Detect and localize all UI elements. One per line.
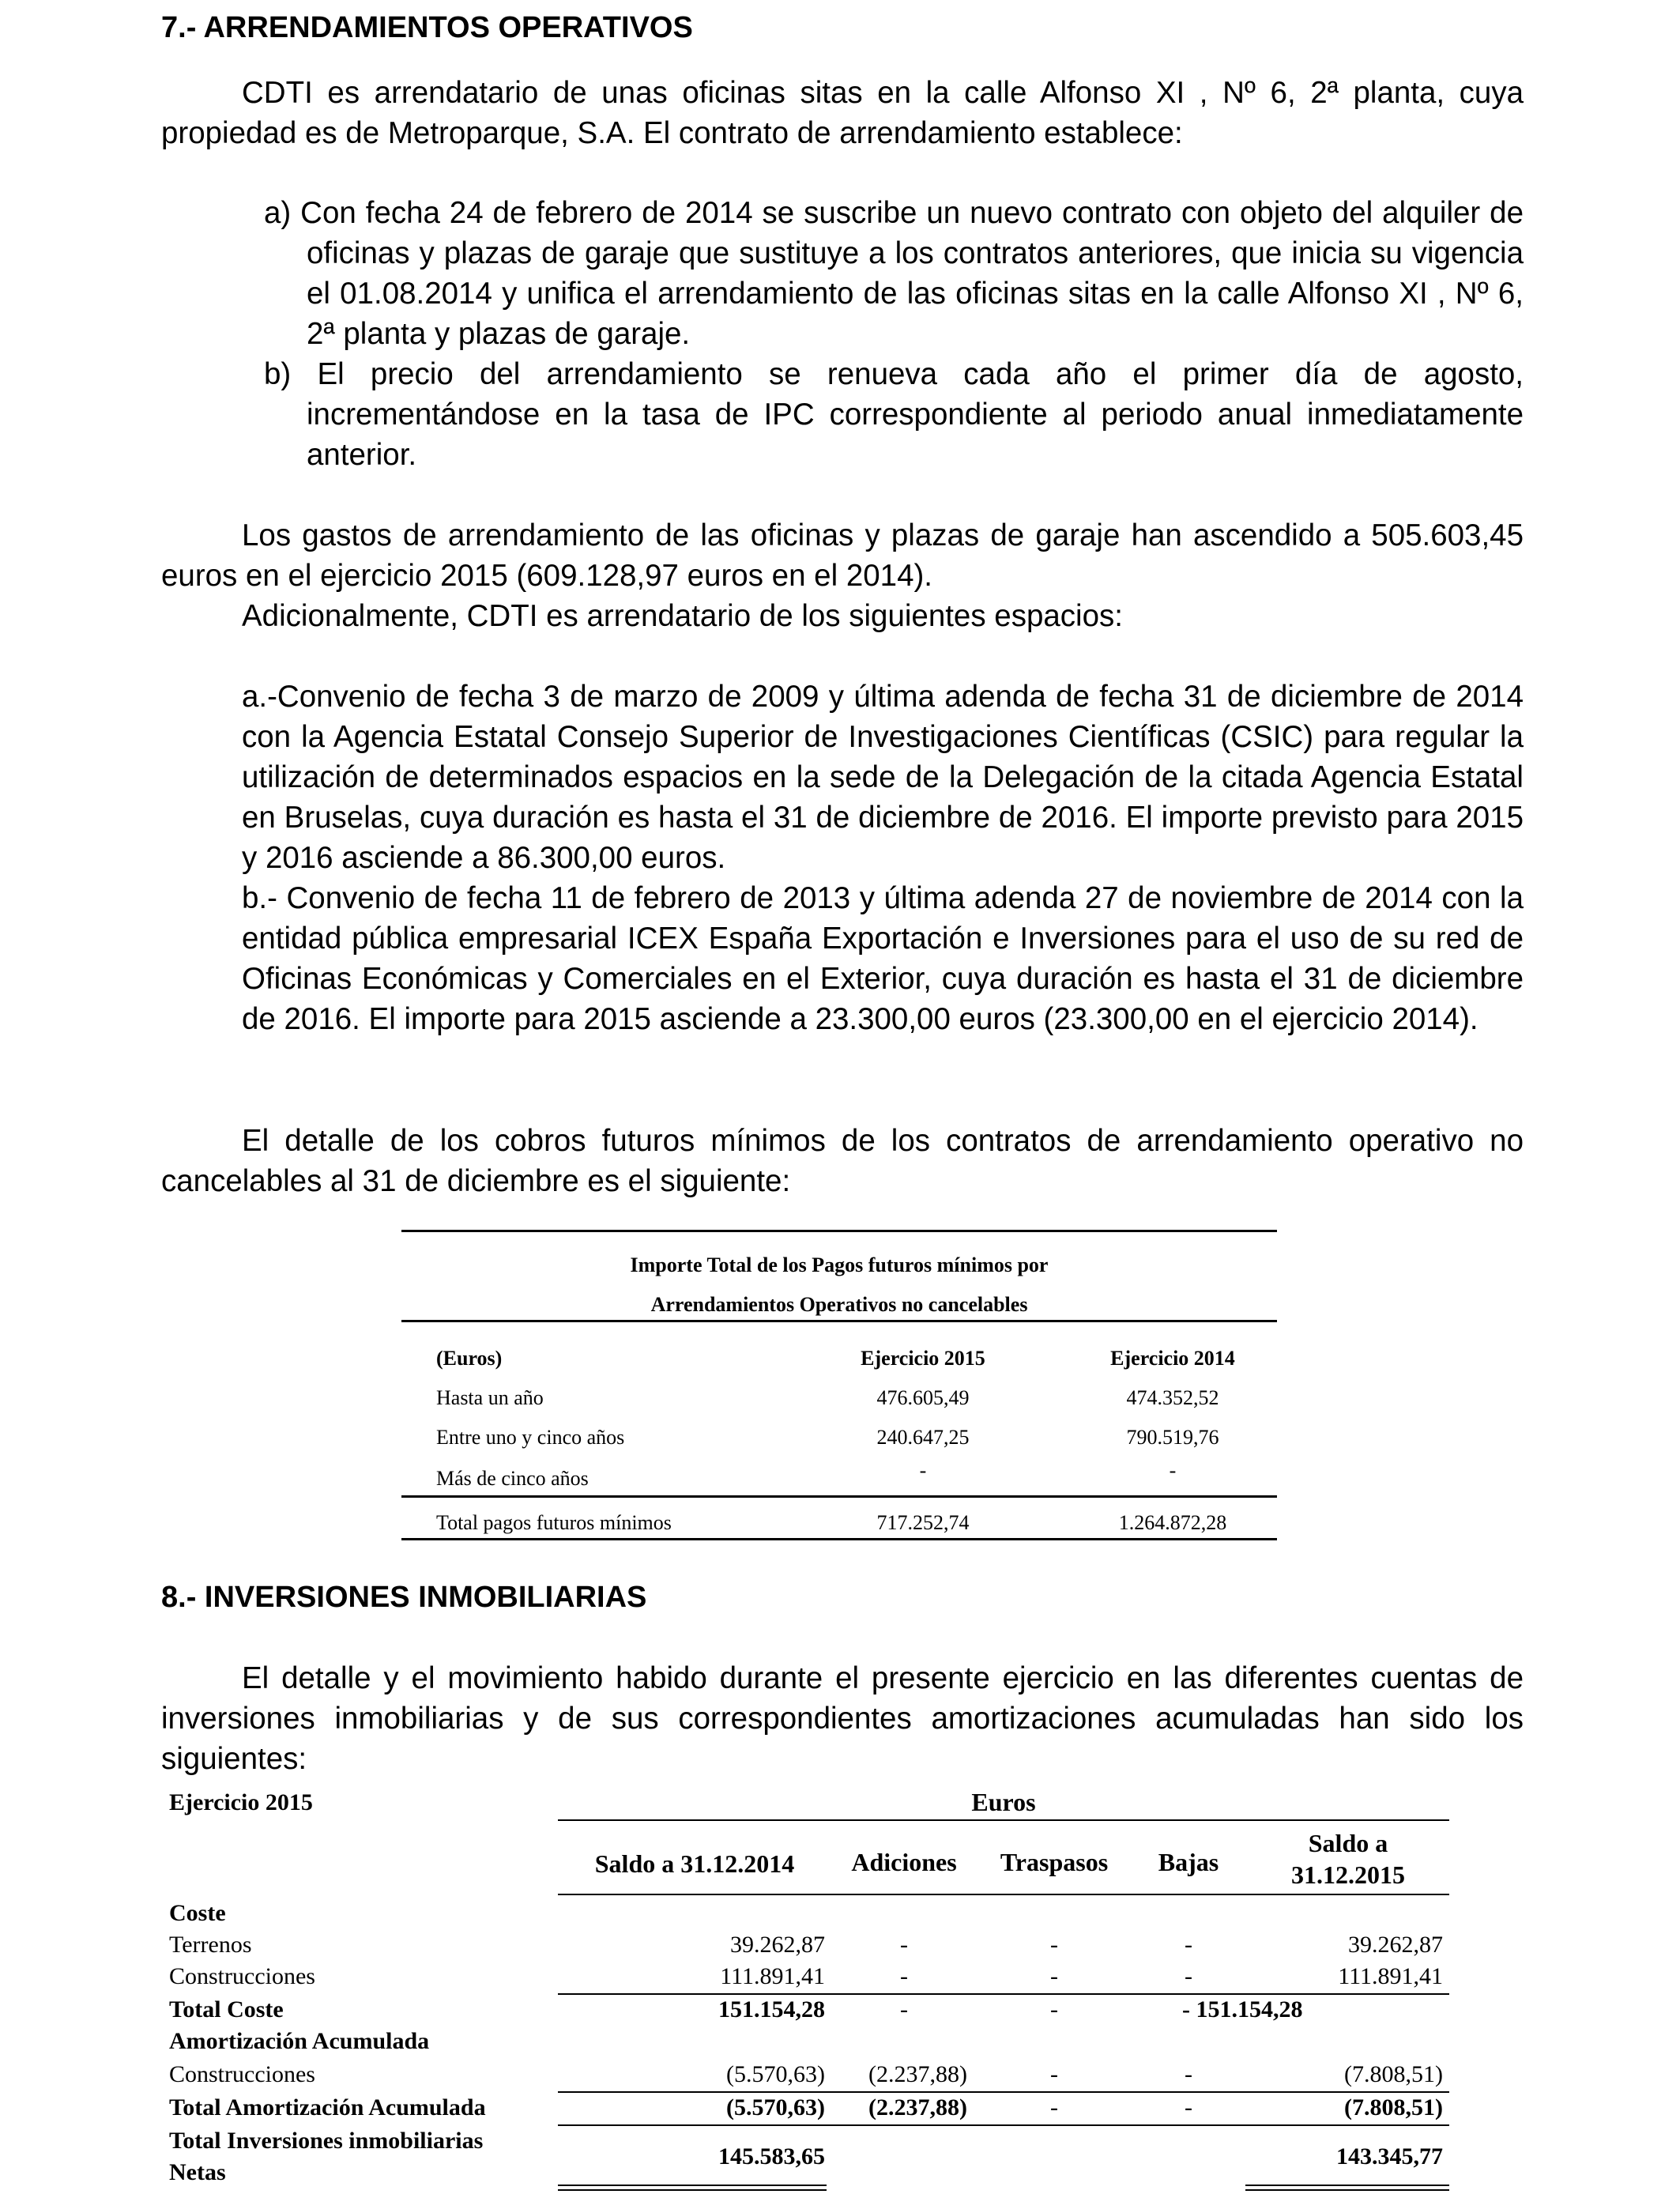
amort-construcciones-bajas: - bbox=[1185, 2061, 1192, 2087]
construcciones-label: Construcciones bbox=[169, 1963, 315, 1989]
col-header-2015: Ejercicio 2015 bbox=[861, 1347, 985, 1370]
euros-label: Euros bbox=[971, 1788, 1036, 1816]
amort-construcciones-label: Construcciones bbox=[169, 2061, 315, 2087]
coste-subtotal-rule bbox=[558, 1993, 1449, 1995]
total-label: Total pagos futuros mínimos bbox=[436, 1511, 672, 1534]
amort-construcciones-adiciones: (2.237,88) bbox=[868, 2061, 967, 2087]
item-b: b) El precio del arrendamiento se renueva cada año el primer día de agosto, incrementándose en la tasa de IPC correspondiente al periodo anual inmediatamente anterior. bbox=[264, 357, 1524, 472]
terrenos-inicial: 39.262,87 bbox=[730, 1932, 825, 1958]
total-coste-inicial: 151.154,28 bbox=[718, 1996, 825, 2022]
total-coste-traspasos: - bbox=[1050, 1996, 1058, 2022]
total-amort-rule bbox=[558, 2124, 1449, 2126]
total-coste-adiciones: - bbox=[900, 1996, 908, 2022]
item-a: a) Con fecha 24 de febrero de 2014 se suscribe un nuevo contrato con objeto del alquiler de oficinas y plazas de garaje que sustituye a los contratos anteriores, que inicia su vigencia el 01.08.2014 y unifica el arrendamiento de las oficinas sitas en la calle Alfonso XI , Nº 6, 2ª planta y plazas de garaje. bbox=[264, 196, 1524, 351]
double-rule-final-bottom bbox=[1245, 2189, 1449, 2191]
total-amort-final: (7.808,51) bbox=[1344, 2094, 1443, 2120]
terrenos-label: Terrenos bbox=[169, 1932, 252, 1958]
header-traspasos: Traspasos bbox=[1000, 1848, 1109, 1876]
col-header-2014: Ejercicio 2014 bbox=[1110, 1347, 1235, 1370]
row-value-2015: 476.605,49 bbox=[876, 1386, 970, 1409]
gastos-text: Los gastos de arrendamiento de las oficinas y plazas de garaje han ascendido a 505.603,45 euros en el ejercicio 2015 (609.128,97 euros en el 2014). bbox=[161, 518, 1524, 593]
header-rule bbox=[558, 1894, 1449, 1895]
row-value-2014: 790.519,76 bbox=[1126, 1426, 1219, 1449]
construcciones-final: 111.891,41 bbox=[1338, 1963, 1443, 1989]
row-label: Entre uno y cinco años bbox=[436, 1426, 625, 1449]
header-saldo-inicial: Saldo a 31.12.2014 bbox=[594, 1849, 795, 1878]
construcciones-adiciones: - bbox=[900, 1963, 908, 1989]
table-title-line1: Importe Total de los Pagos futuros mínimos por bbox=[630, 1253, 1049, 1276]
total-coste-label: Total Coste bbox=[169, 1996, 284, 2022]
header-saldo-final-1: Saldo a bbox=[1308, 1829, 1388, 1857]
total-value-2014: 1.264.872,28 bbox=[1118, 1511, 1227, 1534]
ejercicio-label: Ejercicio 2015 bbox=[169, 1789, 313, 1815]
total-amort-label: Total Amortización Acumulada bbox=[169, 2094, 486, 2120]
table-title-line2: Arrendamientos Operativos no cancelables bbox=[650, 1293, 1028, 1316]
section-7-heading: 7.- ARRENDAMIENTOS OPERATIVOS bbox=[161, 11, 693, 44]
amort-subtotal-rule bbox=[558, 2091, 1449, 2093]
construcciones-traspasos: - bbox=[1050, 1963, 1058, 1989]
row-label: Hasta un año bbox=[436, 1386, 544, 1409]
total-amort-adiciones: (2.237,88) bbox=[868, 2094, 967, 2120]
row-value-2015: - bbox=[919, 1459, 927, 1482]
header-bajas: Bajas bbox=[1158, 1848, 1219, 1876]
total-value-2015: 717.252,74 bbox=[876, 1511, 970, 1534]
convenio-a: a.-Convenio de fecha 3 de marzo de 2009 y última adenda de fecha 31 de diciembre de 2014 con la Agencia Estatal Consejo Superior de Investigaciones Científicas (CSIC) para regular la utilización de determinados espacios en la sede de la Delegación de la citada Agencia Estatal en Bruselas, cuya duración es hasta el 31 de diciembre de 2016. El importe previsto para 2015 y 2016 asciende a 86.300,00 euros. bbox=[242, 680, 1524, 875]
header-adiciones: Adiciones bbox=[851, 1848, 957, 1876]
total-amort-bajas: - bbox=[1185, 2094, 1192, 2120]
total-coste-final: - 151.154,28 bbox=[1182, 1996, 1303, 2022]
row-value-2015: 240.647,25 bbox=[876, 1426, 970, 1449]
terrenos-final: 39.262,87 bbox=[1348, 1932, 1443, 1958]
amortizacion-label: Amortización Acumulada bbox=[169, 2028, 430, 2054]
amort-construcciones-inicial: (5.570,63) bbox=[726, 2061, 825, 2087]
double-rule-inicial-bottom bbox=[558, 2189, 827, 2191]
row-value-2014: 474.352,52 bbox=[1126, 1386, 1219, 1409]
section-8-intro-text: El detalle y el movimiento habido durante el presente ejercicio en las diferentes cuentas de inversiones inmobiliarias y de sus correspondientes amortizaciones acumuladas han sido los siguientes: bbox=[161, 1661, 1524, 1776]
total-inversiones-label-1: Total Inversiones inmobiliarias bbox=[169, 2128, 484, 2154]
coste-label: Coste bbox=[169, 1900, 226, 1926]
convenio-b: b.- Convenio de fecha 11 de febrero de 2013 y última adenda 27 de noviembre de 2014 con la entidad pública empresarial ICEX España Exportación e Inversiones para el uso de su red de Oficinas Económicas y Comerciales en el Exterior, cuya duración es hasta el 31 de diciembre de 2016. El importe para 2015 asciende a 23.300,00 euros (23.300,00 en el ejercicio 2014). bbox=[242, 881, 1524, 1036]
total-amort-traspasos: - bbox=[1050, 2094, 1058, 2120]
header-saldo-final-2: 31.12.2015 bbox=[1291, 1860, 1405, 1889]
total-inversiones-inicial: 145.583,65 bbox=[718, 2143, 825, 2169]
amort-construcciones-traspasos: - bbox=[1050, 2061, 1058, 2087]
adicional-text: Adicionalmente, CDTI es arrendatario de los siguientes espacios: bbox=[242, 599, 1123, 633]
double-rule-final-top bbox=[1245, 2185, 1449, 2186]
intro-text: CDTI es arrendatario de unas oficinas sitas en la calle Alfonso XI , Nº 6, 2ª planta, cuya propiedad es de Metroparque, S.A. El contrato de arrendamiento establece: bbox=[161, 76, 1524, 150]
construcciones-bajas: - bbox=[1185, 1963, 1192, 1989]
total-amort-inicial: (5.570,63) bbox=[726, 2094, 825, 2120]
terrenos-bajas: - bbox=[1185, 1932, 1192, 1958]
col-header-euros: (Euros) bbox=[436, 1347, 503, 1370]
total-inversiones-label-2: Netas bbox=[169, 2159, 226, 2185]
euros-rule bbox=[558, 1819, 1449, 1821]
row-label: Más de cinco años bbox=[436, 1467, 589, 1490]
total-inversiones-final: 143.345,77 bbox=[1336, 2143, 1443, 2169]
terrenos-traspasos: - bbox=[1050, 1932, 1058, 1958]
detalle-text: El detalle de los cobros futuros mínimos de los contratos de arrendamiento operativo no cancelables al 31 de diciembre es el siguiente: bbox=[161, 1124, 1524, 1198]
double-rule-inicial-top bbox=[558, 2185, 827, 2186]
row-value-2014: - bbox=[1169, 1459, 1177, 1482]
amort-construcciones-final: (7.808,51) bbox=[1344, 2061, 1443, 2087]
construcciones-inicial: 111.891,41 bbox=[720, 1963, 825, 1989]
section-8-heading: 8.- INVERSIONES INMOBILIARIAS bbox=[161, 1581, 647, 1614]
terrenos-adiciones: - bbox=[900, 1932, 908, 1958]
